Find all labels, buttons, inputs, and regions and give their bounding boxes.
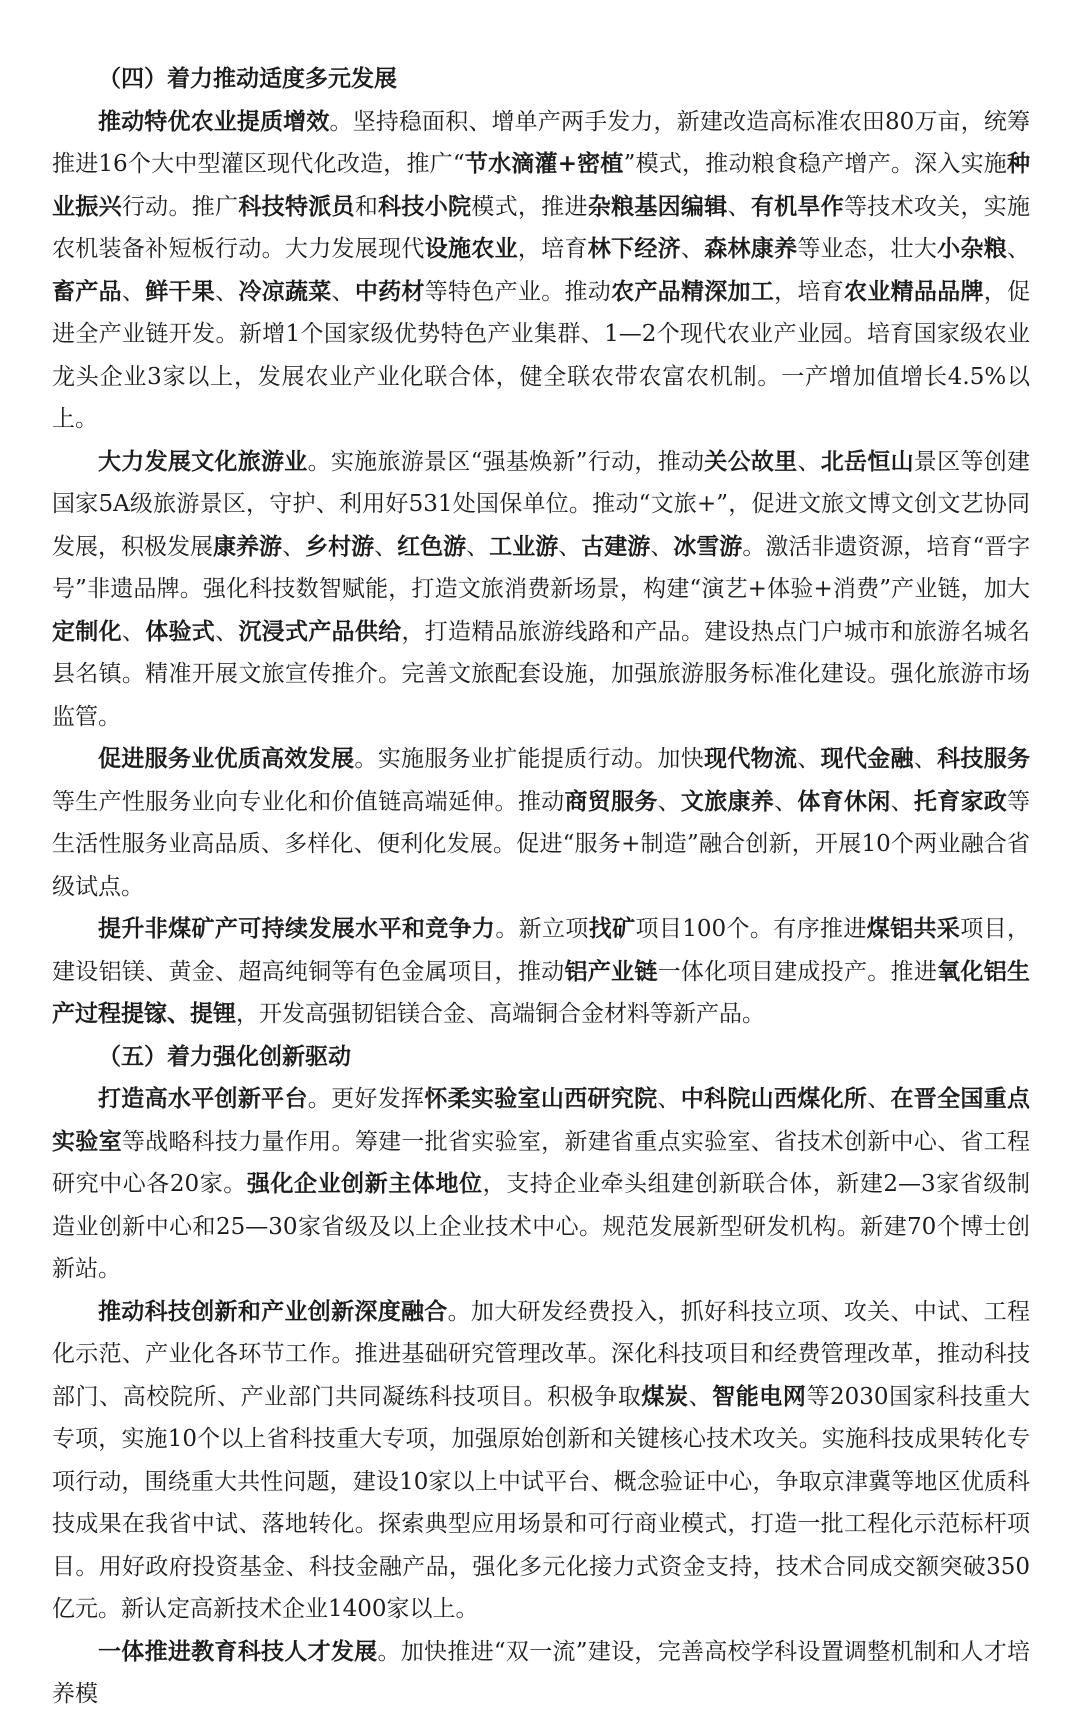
text-run: 、 — [913, 746, 938, 772]
text-run: 、 — [867, 1086, 891, 1112]
text-run: 、 — [890, 788, 914, 815]
bold-text-run: 推动特优农业提质增效 — [98, 107, 330, 135]
bold-text-run: 定制化 — [52, 617, 122, 645]
text-run: 项目100个。有序推进 — [635, 916, 867, 942]
bold-text-run: 畜产品 — [52, 277, 122, 305]
text-run: 、 — [558, 533, 582, 560]
bold-text-run: 杂粮基因编辑 — [587, 192, 728, 220]
bold-text-run: 现代金融 — [820, 745, 914, 772]
text-run: 一体化项目建成投产。推进 — [657, 958, 938, 985]
bold-text-run: 现代物流 — [704, 745, 798, 772]
bold-text-run: 科技小院 — [378, 192, 472, 220]
bold-text-run: 工业游 — [489, 532, 559, 560]
text-run: ”模式，推动粮食稳产增产。深入实施 — [623, 151, 1007, 177]
text-run: ，培育 — [517, 236, 588, 262]
text-run: 、 — [282, 533, 306, 560]
text-run: 、 — [215, 618, 239, 645]
text-run: ，支持企业牵头组建创新联合体，新建2—3家省级制造业创新中心和25—30家省级及以上企业技术中心。规范发展新型研发机构。新建70个博士创新站。 — [52, 1171, 1030, 1282]
bold-text-run: 铝产业链 — [564, 957, 658, 985]
bold-text-run: 关公故里 — [704, 447, 798, 475]
bold-text-run: 有机旱作 — [750, 192, 844, 220]
text-run: 、 — [374, 533, 398, 560]
bold-text-run: 农业精品品牌 — [844, 277, 984, 305]
bold-text-run: 冰雪游 — [673, 532, 743, 560]
bold-text-run: 农产品精深加工 — [611, 277, 775, 305]
body-paragraph — [52, 908, 1030, 1036]
body-paragraph — [52, 101, 1030, 441]
bold-text-run: 冷凉蔬菜 — [238, 277, 332, 305]
bold-text-run: 怀柔实验室山西研究院 — [424, 1085, 658, 1112]
bold-text-run: 在晋全国重点实验室 — [52, 1085, 1031, 1155]
bold-text-run: 文旅康养 — [680, 787, 775, 815]
bold-text-run: 科技服务 — [937, 745, 1031, 772]
bold-text-run: 煤铝共采 — [866, 915, 961, 942]
bold-text-run: 体验式 — [145, 617, 216, 645]
section-heading: （五）着力强化创新驱动 — [98, 1042, 351, 1070]
text-run: 、 — [727, 193, 751, 220]
bold-text-run: 中药材 — [354, 277, 425, 305]
bold-text-run: 一体推进教育科技人才发展 — [98, 1637, 378, 1665]
text-run: 等技术攻关，实施农机装备补短板行动。大力发展现代 — [52, 193, 1031, 262]
body-paragraph — [52, 1291, 1030, 1631]
text-run: 、 — [797, 746, 821, 772]
bold-text-run: 氧化铝生产过程提镓、提锂 — [52, 957, 1031, 1027]
text-run: ，打造精品旅游线路和产品。建设热点门户城市和旅游名城名县名镇。精准开展文旅宣传推介。完善文旅配套设施，加强旅游服务标准化建设。强化旅游市场监管。 — [52, 618, 1031, 730]
text-run: 等业态，壮大 — [797, 236, 938, 262]
bold-text-run: 智能电网 — [712, 1382, 807, 1410]
bold-text-run: 北岳恒山 — [820, 447, 914, 475]
text-run: 、 — [774, 788, 798, 815]
bold-text-run: 大力发展文化旅游业 — [98, 447, 308, 475]
text-run: 、 — [1007, 236, 1031, 262]
bold-text-run: 乡村游 — [305, 532, 375, 560]
body-paragraph — [52, 1631, 1030, 1716]
bold-text-run: 体育休闲 — [797, 787, 891, 815]
bold-text-run: 提升非煤矿产可持续发展水平和竞争力 — [98, 915, 496, 942]
text-run: ，促进全产业链开发。新增1个国家级优势特色产业集群、1—2个现代农业产业园。培育国家级农业龙头企业3家以上，发展农业产业化联合体，健全联农带农富农机制。一产增加值增长4.5%以上。 — [52, 278, 1031, 432]
bold-text-run: 林下经济 — [587, 235, 681, 262]
text-run: 行动。推广 — [121, 193, 239, 220]
text-run: 、 — [688, 1383, 713, 1410]
bold-text-run: 强化企业创新主体地位 — [246, 1170, 483, 1197]
text-run: ，开发高强韧铝镁合金、高端铜合金材料等新产品。 — [236, 1001, 765, 1027]
body-paragraph — [52, 738, 1030, 908]
text-run: 等战略科技力量作用。筹建一批省实验室，新建省重点实验室、省技术创新中心、省工程研究中心各20家。 — [52, 1128, 1031, 1197]
bold-text-run: 托育家政 — [913, 787, 1008, 815]
text-run: 。实施服务业扩能提质行动。加快 — [354, 746, 705, 772]
text-run: 、 — [680, 236, 705, 262]
text-run: 。加大研发经费投入，抓好科技立项、攻关、中试、工程化示范、产业化各环节工作。推进基础研究管理改革。深化科技项目和经费管理改革，推动科技部门、高校院所、产业部门共同凝练科技项目。积极争取 — [52, 1298, 1031, 1410]
bold-text-run: 节水滴灌+密植 — [464, 150, 624, 177]
bold-text-run: 康养游 — [213, 532, 283, 560]
bold-text-run: 找矿 — [588, 915, 636, 942]
text-run: 。激活非遗资源，培育“晋字号”非遗品牌。强化科技数智赋能，打造文旅消费新场景，构建“演艺+体验+消费”产业链，加大 — [52, 533, 1031, 602]
bold-text-run: 中科院山西煤化所 — [680, 1085, 868, 1112]
text-run: 。实施旅游景区“强基焕新”行动，推动 — [307, 448, 705, 475]
bold-text-run: 商贸服务 — [564, 787, 658, 815]
bold-text-run: 小杂粮 — [937, 235, 1008, 262]
text-run: 、 — [466, 533, 490, 560]
text-run: 。坚持稳面积、增单产两手发力，新建改造高标准农田80万亩，统筹推进16个大中型灌区现代化改造，推广“ — [52, 108, 1030, 177]
bold-text-run: 沉浸式产品供给 — [238, 617, 402, 645]
bold-text-run: 打造高水平创新平台 — [98, 1085, 308, 1112]
bold-text-run: 种业振兴 — [52, 150, 1030, 220]
text-run: ，培育 — [774, 278, 845, 305]
body-paragraph — [52, 441, 1030, 739]
bold-text-run: 森林康养 — [704, 235, 798, 262]
text-run: 项目，建设铝镁、黄金、超高纯铜等有色金属项目，推动 — [52, 916, 1031, 985]
bold-text-run: 古建游 — [581, 532, 651, 560]
bold-text-run: 科技特派员 — [238, 192, 355, 220]
text-run: 等2030国家科技重大专项，实施10个以上省科技重大专项，加强原始创新和关键核心技术攻关。实施科技成果转化专项行动，围绕重大共性问题，建设10家以上中试平台、概念验证中心，争取京津冀等地区优质科技成果在我省中试、落地转化。探索典型应用场景和可行商业模式，打造一批工程化示范标杆项目。用好政府投资基金、科技金融产品，强化多元化接力式资金支持，技术合同成交额突破350亿元。新认定高新技术企业1400家以上。 — [52, 1383, 1031, 1622]
text-run: 、 — [215, 278, 239, 305]
bold-text-run: 推动科技创新和产业创新深度融合 — [98, 1297, 448, 1325]
text-run: 等特色产业。推动 — [424, 278, 612, 305]
text-run: 、 — [657, 788, 681, 815]
bold-text-run: 鲜干果 — [145, 277, 216, 305]
text-run: 。更好发挥 — [307, 1086, 425, 1112]
body-paragraph — [52, 1078, 1030, 1291]
text-run: 等生活性服务业高品质、多样化、便利化发展。促进“服务+制造”融合创新，开展10个两业融合省级试点。 — [52, 788, 1031, 900]
text-run: 、 — [331, 278, 355, 305]
text-run: 。新立项 — [495, 916, 589, 942]
text-run: 、 — [657, 1086, 681, 1112]
section-heading: （四）着力推动适度多元发展 — [98, 65, 397, 92]
bold-text-run: 促进服务业优质高效发展 — [98, 745, 355, 772]
bold-text-run: 煤炭 — [641, 1382, 689, 1410]
text-run: 等生产性服务业向专业化和价值链高端延伸。推动 — [52, 788, 565, 815]
text-run: 。加快推进“双一流”建设，完善高校学科设置调整机制和人才培养模 — [52, 1638, 1030, 1707]
text-run: 、 — [121, 618, 146, 645]
text-run: 、 — [797, 448, 821, 475]
bold-text-run: 设施农业 — [424, 235, 518, 262]
text-run: 模式，推进 — [471, 193, 588, 220]
text-run: 和 — [354, 193, 379, 220]
text-run: 、 — [650, 533, 674, 560]
text-run: 、 — [121, 278, 146, 305]
bold-text-run: 红色游 — [397, 532, 467, 560]
text-run: 景区等创建国家5A级旅游景区，守护、利用好531处国保单位。推动“文旅+”，促进文旅文博文创文艺协同发展，积极发展 — [52, 448, 1031, 560]
